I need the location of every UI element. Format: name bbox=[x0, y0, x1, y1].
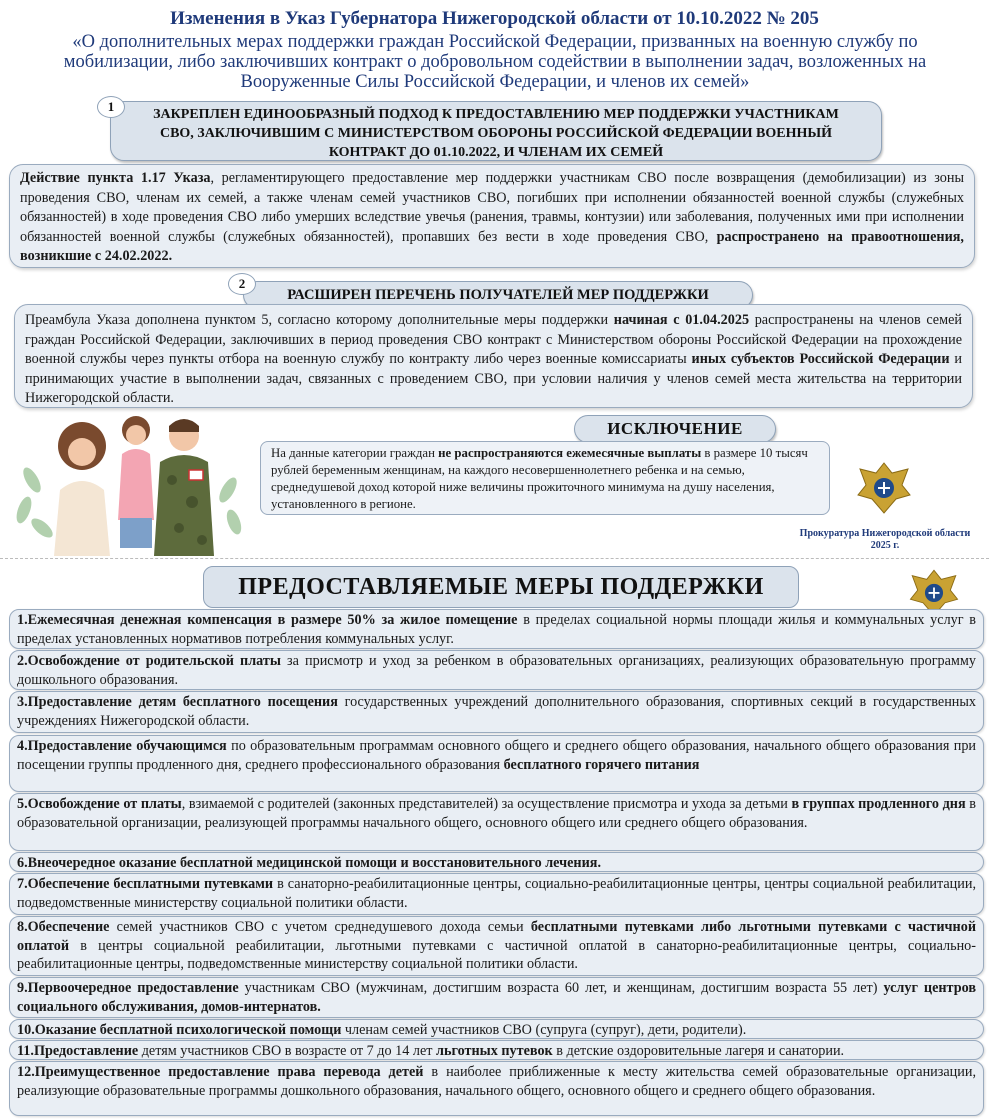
measure-text: в детские оздоровительные лагеря и санатории. bbox=[552, 1043, 845, 1059]
measure-text: семей участников СВО с учетом среднедушевого дохода семьи bbox=[109, 919, 531, 935]
measures-title: ПРЕДОСТАВЛЯЕМЫЕ МЕРЫ ПОДДЕРЖКИ bbox=[203, 566, 799, 608]
measure-item bbox=[9, 609, 984, 649]
measure-bold: 6.Внеочередное оказание бесплатной медицинской помощи и восстановительного лечения. bbox=[17, 855, 601, 871]
measure-text: в образовательной организации, реализующей программы начального общего, основного общего или среднего общего образования. bbox=[17, 796, 977, 831]
section2-bold-b: иных субъектов Российской Федерации bbox=[691, 351, 950, 367]
measure-bold: 1.Ежемесячная денежная компенсация в размере 50% за жилое помещение bbox=[17, 612, 518, 628]
measure-bold: 10.Оказание бесплатной психологической помощи bbox=[17, 1022, 342, 1038]
exception-heading bbox=[574, 415, 776, 443]
prosecutor-org: Прокуратура Нижегородской области bbox=[799, 528, 971, 539]
measure-text: государственных учреждений дополнительного образования, спортивных секций в государственных учреждениях Нижегородской области. bbox=[17, 694, 977, 729]
measure-text: детям участников СВО в возрасте от 7 до 14 лет bbox=[138, 1043, 437, 1059]
measure-item bbox=[9, 873, 984, 915]
measure-bold: 12.Преимущественное предоставление права перевода детей bbox=[17, 1064, 424, 1080]
exception-text-b: в размере 10 тысяч рублей беременным женщинам, на каждого несовершеннолетнего ребенка и на семью, среднедушевой доход которой ниже величины прожиточного минимума на душу населения, установленного в регионе. bbox=[271, 446, 808, 511]
section1-bold-start: Действие пункта 1.17 Указа bbox=[20, 170, 211, 186]
changes-panel bbox=[0, 0, 989, 559]
exception-heading-text: ИСКЛЮЧЕНИЕ bbox=[607, 419, 743, 438]
measure-text: в наиболее приближенные к месту жительства семей образовательные организации, реализующие образовательные программы дошкольного образования, начального общего, основного общего и среднего общего образования. bbox=[17, 1064, 976, 1099]
measure-text: участникам СВО (мужчинам, достигшим возраста 60 лет, и женщинам, достигшим возраста 55 лет) bbox=[238, 980, 884, 996]
measure-item bbox=[9, 793, 984, 851]
exception-body bbox=[260, 441, 830, 515]
measure-text: , взимаемой с родителей (законных представителей) за осуществление присмотра и ухода за детьми bbox=[181, 796, 792, 812]
measure-text: в пределах социальной нормы площади жилья и коммунальных услуг в пределах установленных нормативов потребления коммунальных услуг. bbox=[17, 612, 976, 647]
exception-bold: не распространяются ежемесячные выплаты bbox=[438, 446, 702, 460]
measure-item bbox=[9, 852, 984, 872]
section1-text: , регламентирующего предоставление мер поддержки участникам СВО после возвращения (демобилизации) из зоны проведения СВО, членам их семей, а также членам семей участников СВО, погибших при исполнении обязанностей военной службы (служебных обязанностей) в ходе проведения СВО либо умерших вследствие увечья (ранения, травмы, контузии) или заболевания, полученных ими при исполнении обязанностей военной службы (служебных обязанностей), пропавших без вести в ходе проведения СВО, bbox=[20, 170, 964, 245]
section1-heading bbox=[110, 101, 882, 161]
section1-body bbox=[9, 164, 975, 268]
measure-bold: 3.Предоставление детям бесплатного посещения bbox=[17, 694, 338, 710]
section2-text-b: распространены на членов семей граждан Российской Федерации, заключивших в период проведения СВО контракт с Министерством обороны Российской Федерации на прохождение военной службы через пункты отбора на военную службу по контракту либо через военные комиссариаты bbox=[25, 312, 962, 367]
page-title: Изменения в Указ Губернатора Нижегородской области от 10.10.2022 № 205 bbox=[170, 8, 819, 29]
measure-bold: в группах продленного дня bbox=[791, 796, 966, 812]
measure-item bbox=[9, 977, 984, 1018]
section2-bold-a: начиная с 01.04.2025 bbox=[613, 312, 750, 328]
exception-text-a: На данные категории граждан bbox=[271, 446, 439, 460]
section1-number: 1 bbox=[97, 96, 125, 118]
measure-item bbox=[9, 650, 984, 690]
section2-text-c: и принимающих участие в выполнении задач, связанных с проведением СВО, при условии наличия у членов семей места жительства на территории Нижегородской области. bbox=[25, 351, 962, 406]
page-subtitle: «О дополнительных мерах поддержки граждан Российской Федерации, призванных на военную службу по мобилизации, либо заключивших контракт о добровольном содействии в выполнении задач, возложенных на Вооруженные Силы Российской Федерации, и членов их семей» bbox=[63, 32, 927, 92]
section2-number: 2 bbox=[228, 273, 256, 295]
measure-bold: 2.Освобождение от родительской платы bbox=[17, 653, 281, 669]
measure-text: в санаторно-реабилитационные центры, социально-реабилитационные центры, центры социальной реабилитации, подведомственные министерству социальной политики области. bbox=[17, 876, 977, 911]
measure-item bbox=[9, 1061, 984, 1116]
measure-bold: 4.Предоставление обучающимся bbox=[17, 738, 227, 754]
measure-item bbox=[9, 691, 984, 733]
measure-text: за присмотр и уход за ребенком в образовательных организациях, реализующих образовательную программу дошкольного образования. bbox=[17, 653, 976, 688]
prosecutor-footer bbox=[785, 528, 985, 552]
measure-item bbox=[9, 1040, 984, 1060]
measure-bold: бесплатного горячего питания bbox=[503, 756, 700, 773]
measure-bold: льготных путевок bbox=[436, 1043, 553, 1059]
section1-heading-text: ЗАКРЕПЛЕН ЕДИНООБРАЗНЫЙ ПОДХОД К ПРЕДОСТАВЛЕНИЮ МЕР ПОДДЕРЖКИ УЧАСТНИКАМ СВО, ЗАКЛЮЧИВШИМ С МИНИСТЕРСТВОМ ОБОРОНЫ РОССИЙСКОЙ ФЕДЕРАЦИИ ВОЕННЫЙ КОНТРАКТ ДО 01.10.2022, И ЧЛЕНАМ ИХ СЕМЕЙ bbox=[153, 107, 839, 160]
measure-bold: 7.Обеспечение бесплатными путевками bbox=[17, 876, 274, 892]
measure-bold: услуг центров социального обслуживания, домов-интернатов. bbox=[17, 980, 976, 1015]
measure-text: членам семей участников СВО (супруга (супруг), дети, родители). bbox=[341, 1022, 747, 1038]
measure-item bbox=[9, 916, 984, 976]
measure-bold: бесплатными путевками либо льготными путевками с частичной оплатой bbox=[17, 919, 976, 954]
section1-bold-end: распространено на правоотношения, возникшие с 24.02.2022. bbox=[20, 228, 964, 264]
measure-item bbox=[9, 1019, 984, 1039]
measure-item bbox=[9, 735, 984, 792]
section2-text-a: Преамбула Указа дополнена пунктом 5, согласно которому дополнительные меры поддержки bbox=[25, 312, 614, 328]
measure-bold: 11.Предоставление bbox=[17, 1043, 139, 1059]
measure-text: в центры социальной реабилитации, льготными путевками с частичной оплатой в санаторно-реабилитационные центры, социально-реабилитационные центры, подведомственные министерству социальной политики области. bbox=[17, 937, 976, 972]
prosecutor-year: 2025 г. bbox=[870, 540, 900, 551]
measure-text: по образовательным программам основного общего и среднего общего образования, начального общего образования при посещении группы продленного дня, среднего профессионального образования bbox=[17, 738, 977, 773]
measure-bold: 5.Освобождение от платы bbox=[17, 796, 182, 812]
measure-bold: 8.Обеспечение bbox=[17, 919, 110, 935]
family-illustration bbox=[14, 410, 244, 556]
section2-heading-text: РАСШИРЕН ПЕРЕЧЕНЬ ПОЛУЧАТЕЛЕЙ МЕР ПОДДЕРЖКИ bbox=[287, 287, 709, 303]
measure-bold: 9.Первоочередное предоставление bbox=[17, 980, 239, 996]
emblem-icon bbox=[852, 455, 916, 519]
section2-body bbox=[14, 304, 973, 408]
